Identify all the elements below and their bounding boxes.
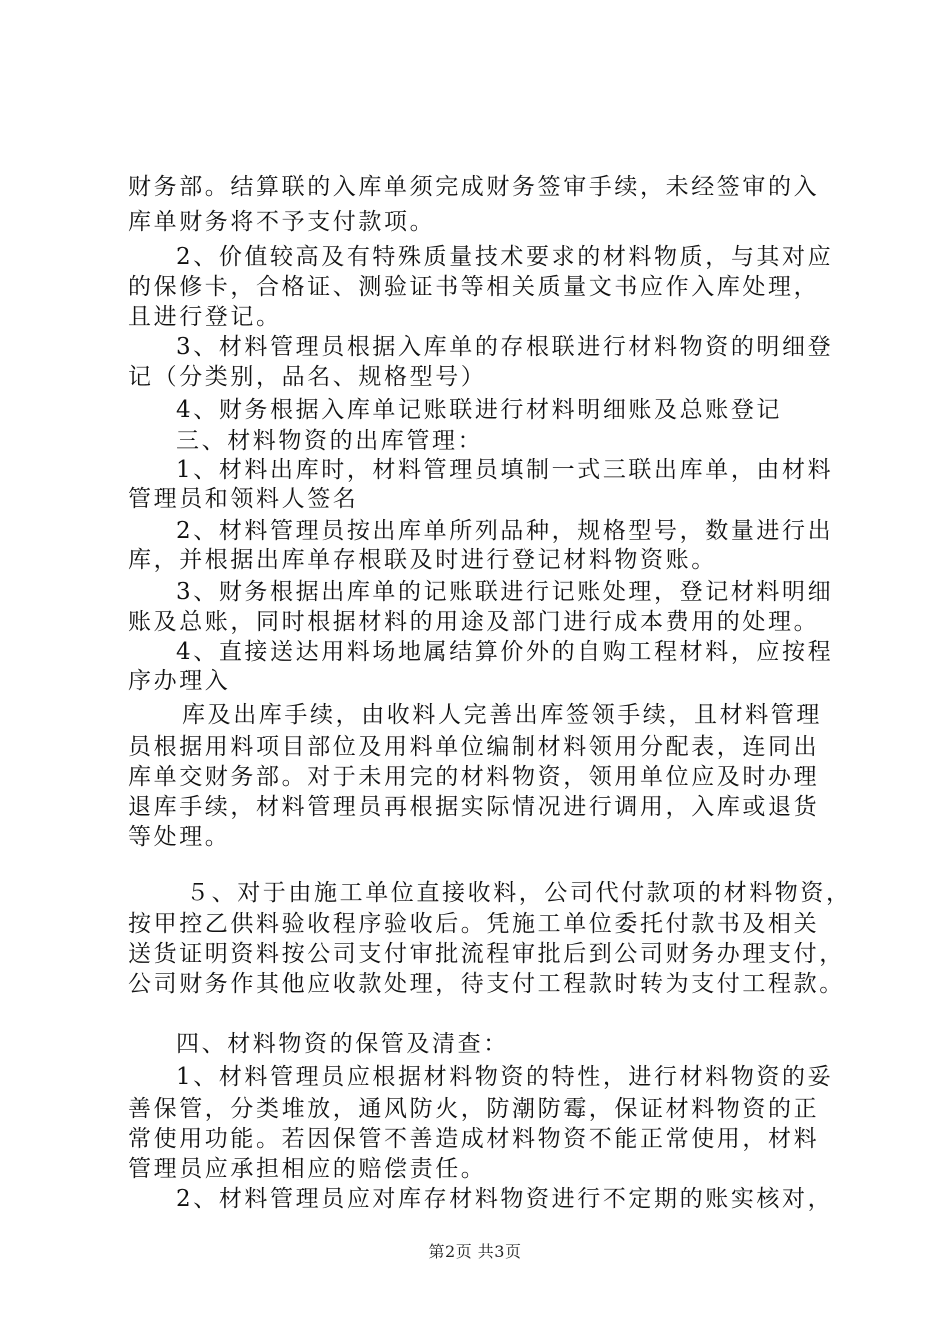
body-line: 管理员应承担相应的赔偿责任。 [128, 1156, 487, 1182]
body-line: 按甲控乙供料验收程序验收后。凭施工单位委托付款书及相关 [128, 911, 820, 937]
body-line: ５、对于由施工单位直接收料，公司代付款项的材料物资， [186, 880, 852, 906]
body-line: 4、财务根据入库单记账联进行材料明细账及总账登记 [176, 397, 783, 423]
body-line: 2、价值较高及有特殊质量技术要求的材料物质，与其对应 [176, 244, 834, 270]
body-line: 常使用功能。若因保管不善造成材料物资不能正常使用，材料 [128, 1126, 820, 1152]
body-line: 员根据用料项目部位及用料单位编制材料领用分配表，连同出 [128, 734, 820, 760]
page-number-footer: 第2页 共3页 [428, 1242, 522, 1261]
body-line: 善保管，分类堆放，通风防火，防潮防霉，保证材料物资的正 [128, 1096, 820, 1122]
section-heading: 四、材料物资的保管及清查： [176, 1031, 509, 1057]
body-line: 2、材料管理员应对库存材料物资进行不定期的账实核对， [176, 1186, 834, 1212]
body-line: 1、材料管理员应根据材料物资的特性，进行材料物资的妥 [176, 1064, 834, 1090]
body-line: 退库手续，材料管理员再根据实际情况进行调用，入库或退货 [128, 794, 820, 820]
body-line: 库单财务将不予支付款项。 [128, 209, 436, 235]
body-line: 2、材料管理员按出库单所列品种，规格型号，数量进行出 [176, 518, 834, 544]
body-line: 账及总账，同时根据材料的用途及部门进行成本费用的处理。 [128, 609, 820, 635]
body-line: 库及出库手续，由收料人完善出库签领手续，且材料管理 [182, 702, 822, 728]
body-line: 且进行登记。 [128, 304, 282, 330]
body-line: 库单交财务部。对于未用完的材料物资，领用单位应及时办理 [128, 764, 820, 790]
body-line: 公司财务作其他应收款处理，待支付工程款时转为支付工程款。 [128, 971, 845, 997]
section-heading: 三、材料物资的出库管理： [176, 428, 484, 454]
body-line: 的保修卡，合格证、测验证书等相关质量文书应作入库处理， [128, 274, 820, 300]
body-line: 1、材料出库时，材料管理员填制一式三联出库单，由材料 [176, 457, 834, 483]
body-line: 3、财务根据出库单的记账联进行记账处理，登记材料明细 [176, 579, 834, 605]
body-line: 记（分类别，品名、规格型号） [128, 364, 487, 390]
body-line: 序办理入 [128, 668, 231, 694]
body-line: 财务部。结算联的入库单须完成财务签审手续，未经签审的入 [128, 174, 820, 200]
body-line: 3、材料管理员根据入库单的存根联进行材料物资的明细登 [176, 334, 834, 360]
body-line: 库，并根据出库单存根联及时进行登记材料物资账。 [128, 547, 717, 573]
body-line: 管理员和领料人签名 [128, 486, 359, 512]
body-line: 等处理。 [128, 824, 231, 850]
body-line: 4、直接送达用料场地属结算价外的自购工程材料，应按程 [176, 639, 834, 665]
body-line: 送货证明资料按公司支付审批流程审批后到公司财务办理支付， [128, 941, 845, 967]
